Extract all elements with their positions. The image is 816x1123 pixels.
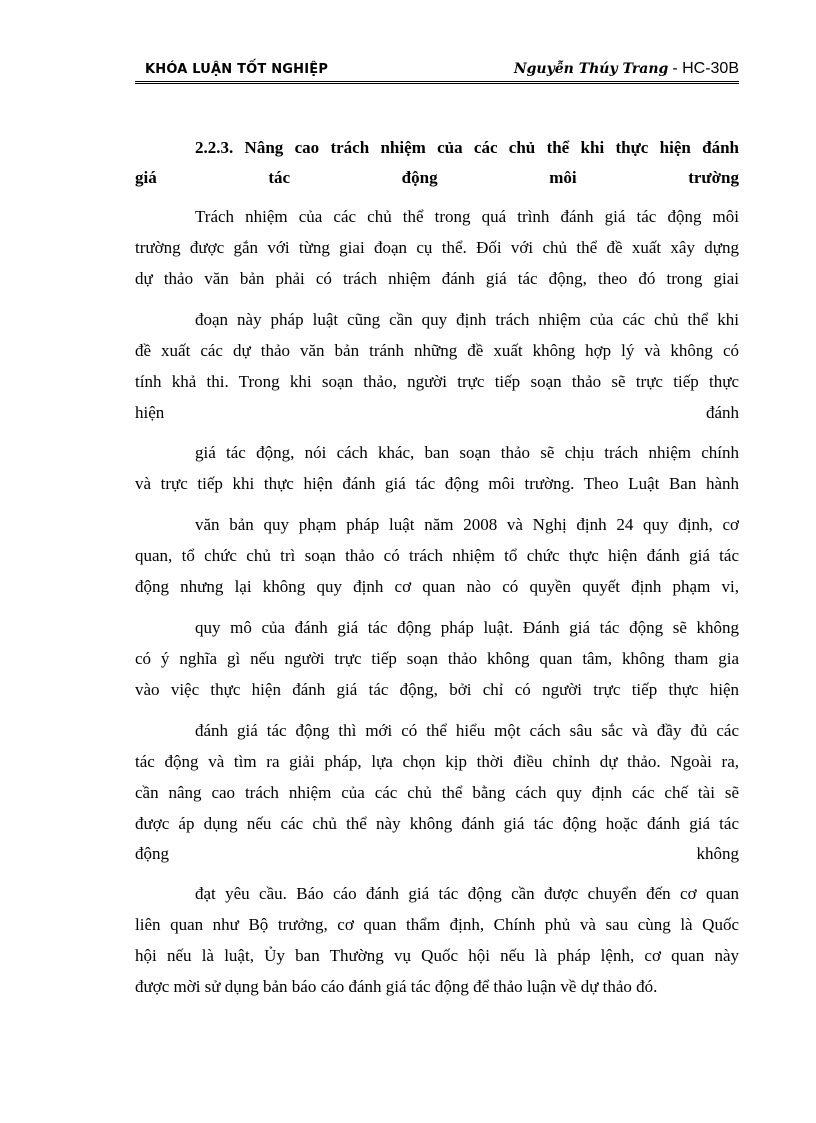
body-line: được mời sử dụng bản báo cáo đánh giá tác động để thảo luận về dự thảo đó. [135,977,658,996]
body-line: Trách nhiệm của các chủ thể trong quá trình đánh giá tác động môi [195,207,739,226]
body-line: được áp dụng nếu các chủ thể này không đánh giá tác động hoặc đánh giá tác [135,814,739,833]
section-heading-line-1: 2.2.3. Nâng cao trách nhiệm của các chủ thể khi thực hiện đánh [195,138,739,157]
body-line: văn bản quy phạm pháp luật năm 2008 và Nghị định 24 quy định, cơ [195,515,739,534]
body-line: vào việc thực hiện đánh giá tác động, bởi chỉ có người trực tiếp thực hiện [135,680,739,699]
body-line: đạt yêu cầu. Báo cáo đánh giá tác động cần được chuyển đến cơ quan [195,884,739,903]
header-class-code: - HC-30B [672,60,739,77]
header-author: Nguyễn Thúy Trang [513,61,669,77]
header-right [514,60,739,78]
body-line: tính khả thi. Trong khi soạn thảo, người trực tiếp soạn thảo sẽ trực tiếp thực [135,372,739,391]
body-line: đoạn này pháp luật cũng cần quy định trách nhiệm của các chủ thể khi [195,310,739,329]
header-divider [135,81,739,84]
body-line: liên quan như Bộ trưởng, cơ quan thẩm định, Chính phủ và sau cùng là Quốc [135,915,739,934]
body-line: cần nâng cao trách nhiệm của các chủ thể bằng cách quy định các chế tài sẽ [135,783,739,802]
header-thesis-label: KHÓA LUẬN TỐT NGHIỆP [145,62,329,77]
body-line: và trực tiếp khi thực hiện đánh giá tác động môi trường. Theo Luật Ban hành [135,474,739,493]
body-line: động không [135,844,739,863]
body-line: đề xuất các dự thảo văn bản tránh những đề xuất không hợp lý và không có [135,341,739,360]
section-heading-line-2: giá tác động môi trường [135,168,739,187]
body-line: quy mô của đánh giá tác động pháp luật. Đánh giá tác động sẽ không [195,618,739,637]
body-line: quan, tổ chức chủ trì soạn thảo có trách nhiệm tổ chức thực hiện đánh giá tác [135,546,739,565]
body-line: đánh giá tác động thì mới có thể hiểu một cách sâu sắc và đầy đủ các [195,721,739,740]
body-line: tác động và tìm ra giải pháp, lựa chọn kịp thời điều chỉnh dự thảo. Ngoài ra, [135,752,739,771]
body-line: hiện đánh [135,403,739,422]
body-line: trường được gắn với từng giai đoạn cụ thể. Đối với chủ thể đề xuất xây dựng [135,238,739,257]
body-line: có ý nghĩa gì nếu người trực tiếp soạn thảo không quan tâm, không tham gia [135,649,739,668]
body-line: hội nếu là luật, Ủy ban Thường vụ Quốc hội nếu là pháp lệnh, cơ quan này [135,946,739,965]
body-line: giá tác động, nói cách khác, ban soạn thảo sẽ chịu trách nhiệm chính [195,443,739,462]
body-line: động nhưng lại không quy định cơ quan nào có quyền quyết định phạm vi, [135,577,739,596]
page-header [135,58,739,82]
body-line: dự thảo văn bản phải có trách nhiệm đánh giá tác động, theo đó trong giai [135,269,739,288]
